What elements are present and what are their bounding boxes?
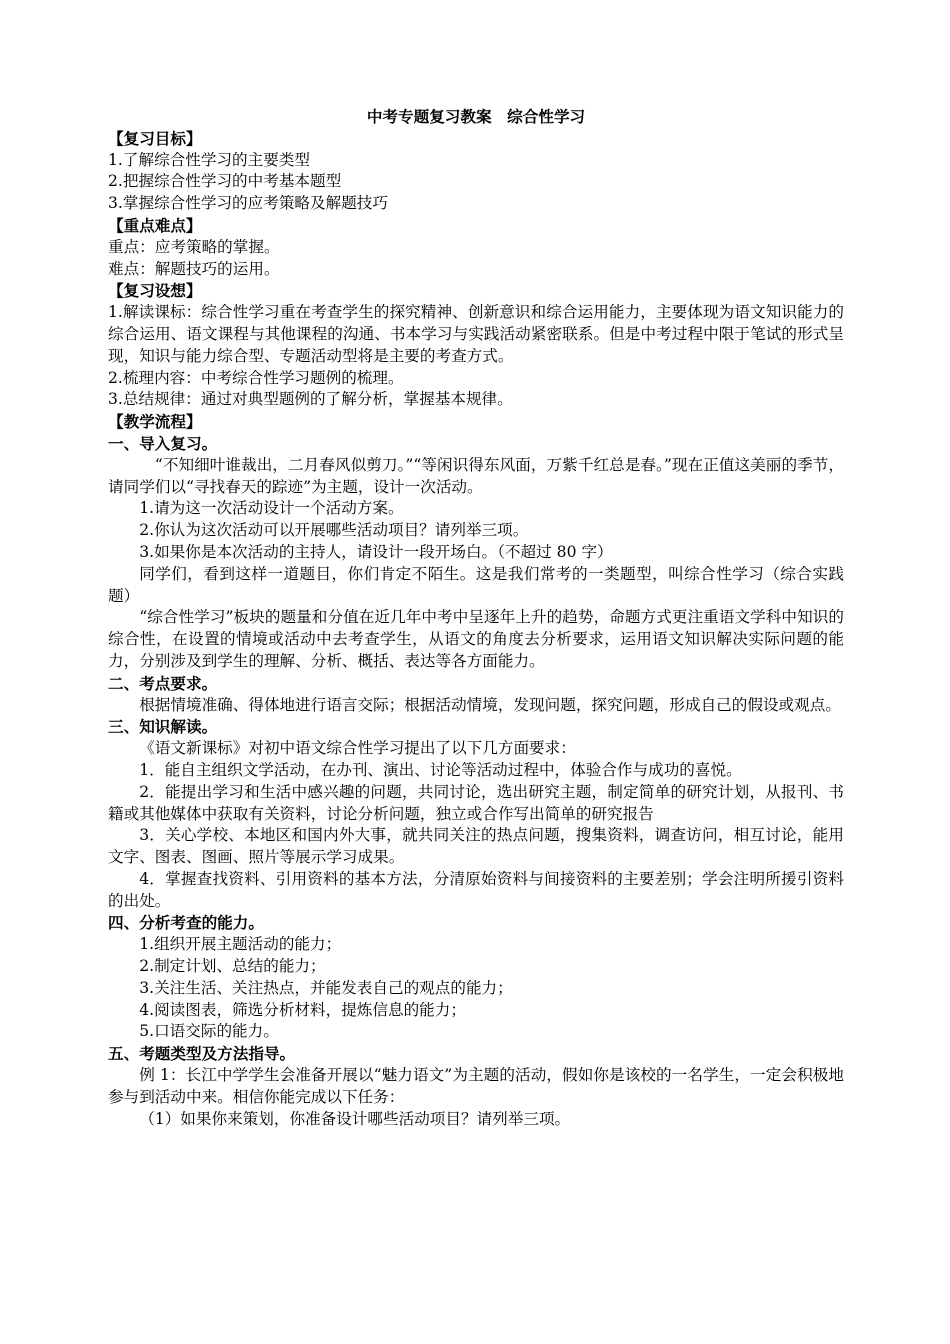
task-item: 1.请为这一次活动设计一个活动方案。: [139, 499, 404, 518]
assumptions-header: 【复习设想】: [108, 281, 202, 301]
assumption-item: 1.解读课标：综合性学习重在考查学生的探究精神、创新意识和综合运用能力，主要体现为语文知识能力的综合运用、语文课程与其他课程的沟通、书本学习与实践活动紧密联系。但是中考过程中限于笔试的形式呈现，知识与能力综合型、专题活动型将是主要的考查方式。: [108, 303, 844, 365]
question-item: （1）如果你来策划，你准备设计哪些活动项目？请列举三项。: [139, 1109, 571, 1128]
assumption-item: 2.梳理内容：中考综合性学习题例的梳理。: [108, 368, 404, 387]
example-paragraph: 例 1：长江中学学生会准备开展以“魅力语文”为主题的活动，假如你是该校的一名学生，一定会积极地参与到活动中来。相信你能完成以下任务：: [108, 1066, 844, 1106]
ability-item: 1.组织开展主题活动的能力；: [139, 935, 342, 954]
body-paragraph: 根据情境准确、得体地进行语言交际；根据活动情境，发现问题，探究问题，形成自己的假设或观点。: [139, 695, 841, 714]
section-heading: 五、考题类型及方法指导。: [108, 1044, 296, 1064]
requirement-item: 2．能提出学习和生活中感兴趣的问题，共同讨论，选出研究主题，制定简单的研究计划，从报刊、书籍或其他媒体中获取有关资料，讨论分析问题，独立或合作写出简单的研究报告: [108, 782, 844, 823]
body-paragraph: “综合性学习”板块的题量和分值在近几年中考中呈逐年上升的趋势，命题方式更注重语文学科中知识的综合性，在设置的情境或活动中去考查学生，从语文的角度去分析要求，运用语文知识解决实际问题的能力，分别涉及到学生的理解、分析、概括、表达等各方面能力。: [108, 608, 844, 670]
keypoints-header: 【重点难点】: [108, 215, 202, 235]
intro-paragraph: “不知细叶谁裁出，二月春风似剪刀。”“等闲识得东风面，万紫千红总是春。”现在正值这美丽的季节，请同学们以“寻找春天的踪迹”为主题，设计一次活动。: [108, 455, 844, 496]
body-paragraph: 《语文新课标》对初中语文综合性学习提出了以下几方面要求：: [139, 739, 576, 758]
section-heading: 三、知识解读。: [108, 717, 218, 737]
body-paragraph: 同学们，看到这样一道题目，你们肯定不陌生。这是我们常考的一类题型，叫综合性学习（综合实践题）: [108, 564, 844, 605]
keypoint-item: 重点：应考策略的掌握。: [108, 237, 280, 256]
document-page: [108, 106, 844, 1130]
ability-item: 3.关注生活、关注热点，并能发表自己的观点的能力；: [139, 978, 513, 997]
task-item: 3.如果你是本次活动的主持人，请设计一段开场白。（不超过 80 字）: [139, 542, 613, 561]
section-heading: 四、分析考查的能力。: [108, 913, 264, 933]
process-header: 【教学流程】: [108, 412, 202, 432]
task-item: 2.你认为这次活动可以开展哪些活动项目？请列举三项。: [139, 521, 529, 540]
goal-item: 2.把握综合性学习的中考基本题型: [108, 172, 342, 191]
goals-header: 【复习目标】: [108, 128, 202, 148]
section-heading: 一、导入复习。: [108, 433, 218, 453]
requirement-item: 1．能自主组织文学活动，在办刊、演出、讨论等活动过程中，体验合作与成功的喜悦。: [139, 760, 742, 779]
goal-item: 1.了解综合性学习的主要类型: [108, 150, 311, 169]
ability-item: 5.口语交际的能力。: [139, 1022, 279, 1041]
ability-item: 2.制定计划、总结的能力；: [139, 957, 326, 976]
assumption-item: 3.总结规律：通过对典型题例的了解分析，掌握基本规律。: [108, 390, 513, 409]
requirement-item: 4．掌握查找资料、引用资料的基本方法，分清原始资料与间接资料的主要差别；学会注明所援引资料的出处。: [108, 869, 844, 910]
keypoint-item: 难点：解题技巧的运用。: [108, 259, 280, 278]
ability-item: 4.阅读图表，筛选分析材料，提炼信息的能力；: [139, 1000, 466, 1019]
section-heading: 二、考点要求。: [108, 673, 218, 693]
document-title: 中考专题复习教案 综合性学习: [366, 107, 586, 126]
goal-item: 3.掌握综合性学习的应考策略及解题技巧: [108, 194, 388, 213]
requirement-item: 3．关心学校、本地区和国内外大事，就共同关注的热点问题，搜集资料，调查访问，相互讨论，能用文字、图表、图画、照片等展示学习成果。: [108, 826, 844, 867]
